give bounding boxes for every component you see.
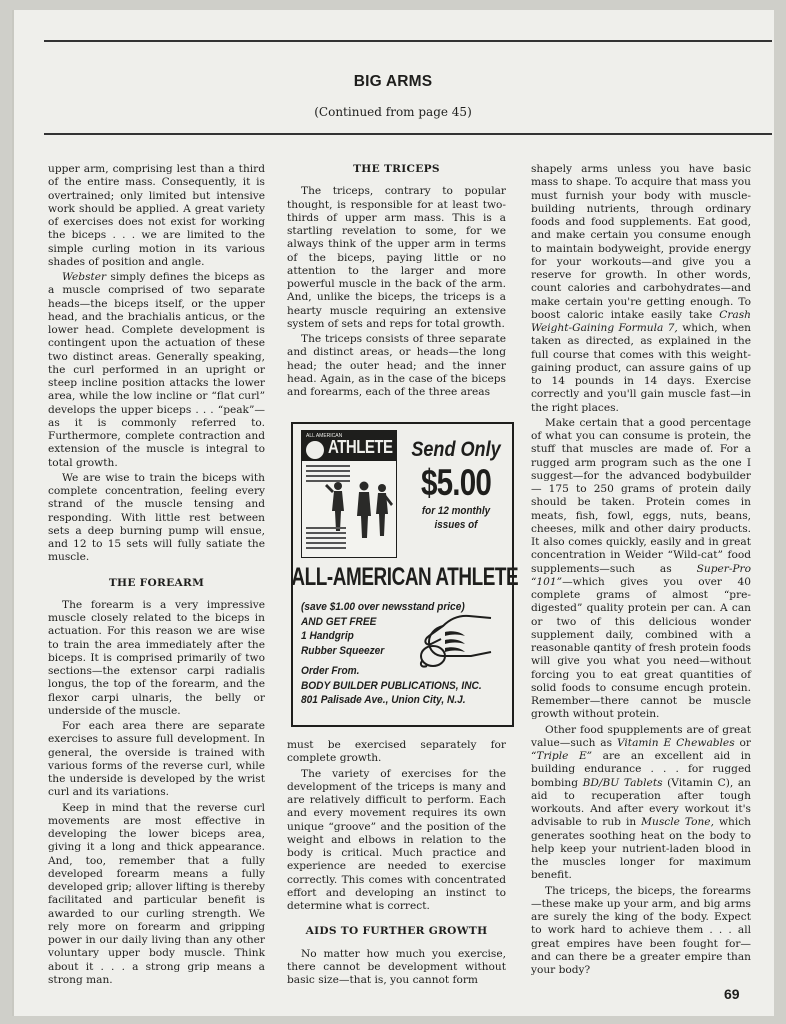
column-2-top — [287, 163, 506, 401]
paragraph-text: simply defines the biceps as a muscle comprised of two separate heads—the biceps itself, or the upper head, and the brachialis anticus, or the lower head. Complete development is contingent upon the actuation of these two distinct areas. Generally speaking, the curl performed in an upright or steep incline position attacks the lower area, while the low incline or “flat curl” develops the upper biceps . . . “peak”—as it is commonly referred to. Furthermore, complete contraction and extension of the muscle is integral to total growth. — [48, 271, 265, 469]
ad-free-line: AND GET FREE — [301, 615, 377, 628]
cover-text-lines-bottom — [306, 527, 346, 552]
cover-masthead — [302, 431, 396, 461]
paragraph-text: Other food spupplements are of great value—such as — [531, 723, 751, 749]
section-heading-aids: AIDS TO FURTHER GROWTH — [305, 925, 488, 938]
paragraph-text: (Vitamin C), an aid to recuperation after tough workouts. And after every workout it's advisable to rub in — [531, 776, 751, 829]
ad-headline-wrap — [273, 564, 536, 594]
column-2-bottom — [287, 739, 506, 989]
subscription-advertisement — [291, 422, 519, 727]
ad-publisher: BODY BUILDER PUBLICATIONS, INC. — [301, 679, 482, 692]
paragraph: The triceps, contrary to popular thought, is responsible for at least two-thirds of upper arm mass. This is a startling revelation to some, for we always think of the upper arm in terms of the biceps, paying little or no attention to the larger and more powerful muscle in the back of the arm. And, unlike the biceps, the triceps is a hearty muscle requiring an extensive system of sets and reps for total growth. — [287, 185, 506, 330]
ad-item-handgrip: 1 Handgrip — [301, 630, 354, 642]
ad-price: $5.00 — [420, 462, 492, 503]
paragraph-text: Make certain that a good percentage of what you can consume is protein, the stuff that muscles are made of. For a rugged arm program such as the one I suggest—for the advanced bodybuilder — 175 to 250 grams of protein daily should be taken. Protein comes in meats, fish, fowl, eggs, nuts, beans, cheeses, milk and other dairy products. It also comes quickly, easily and in great concentration in Weider “Wild-cat” food supplements—such as — [531, 416, 751, 575]
section-heading-triceps: THE TRICEPS — [353, 163, 440, 175]
page-number: 69 — [724, 986, 740, 1002]
cover-title: ATHLETE — [328, 436, 393, 459]
ad-for-line-1: for 12 monthly — [421, 505, 491, 517]
gripping-hand-icon — [409, 612, 493, 670]
paragraph: The variety of exercises for the development of the triceps is many and are relatively difficult to perform. Each and every movement requires its own unique “groove” and the position of the weight and elbows in relation to the body is critical. Much practice and experience are needed to exercise correctly. This comes with concentrated effort and developing an instinct to determine what is correct. — [287, 767, 506, 912]
paragraph-text: which generates soothing heat on the body to help keep your nutrient-laden blood in the muscles longer for maximum benefit. — [531, 816, 751, 882]
product-name: BD/BU Tablets — [582, 776, 663, 789]
paragraph: The triceps consists of three separate and distinct areas, or heads—the long head; the outer head; and the inner head. Again, as in the case of the biceps and forearms, each of the three areas — [287, 333, 506, 398]
product-name: Muscle Tone, — [641, 816, 714, 829]
product-name: Super-Pro “101” — [531, 562, 751, 588]
ad-save-line: (save $1.00 over newsstand price) — [301, 601, 465, 613]
paragraph-text: which, when taken as directed, as explained in the full course that comes with this weight-gaining product, can assure gains of up to 14 pounds in 14 days. Exercise correctly and you'll gain muscle fast—in the right places. — [531, 322, 752, 414]
paragraph: The forearm is a very impressive muscle closely related to the biceps in actuation. For this reason we are wise to train the area immediately after the biceps. It is comprised primarily of two sections—the extensor carpi radialis longus, the top of the forearm, and the flexor carpi ulnaris, the belly or underside of the muscle. — [48, 598, 265, 717]
ad-offer — [401, 438, 511, 532]
paragraph: We are wise to train the biceps with complete concentration, feeling every strand of the muscle tensing and responding. With little rest between sets a deep burning pump will ensue, and 12 to 15 sets will fully satiate the muscle. — [48, 471, 265, 564]
ad-headline: ALL-AMERICAN ATHLETE — [291, 562, 519, 591]
paragraph-text: are an excellent aid in building endurance . . . for rugged bombing — [531, 750, 751, 789]
cover-shield-icon — [306, 441, 324, 459]
ad-send-only: Send Only — [411, 438, 501, 461]
ad-address: 801 Palisade Ave., Union City, N.J. — [301, 694, 466, 706]
paragraph-text: or — [734, 736, 751, 749]
paragraph: For each area there are separate exercises to assure full development. In general, the overside is trained with various forms of the reverse curl, while the underside is developed by the wrist curl and its variations. — [48, 720, 265, 799]
header-rule — [44, 133, 772, 135]
magazine-cover-image — [301, 430, 397, 558]
product-name: “Triple E” — [531, 750, 593, 762]
product-name: Vitamin E Chewables — [616, 736, 735, 749]
paragraph-text: —which gives you over 40 complete grams of almost “pre-digested” quality protein per can. A can or two of this delicious wonder supplement daily, combined with a reasonable qantity of fresh protein foods will give you what you need—without forcing you to eat great quantities of solid foods to consume encugh protein. Remember—there cannot be muscle growth without protein. — [531, 575, 751, 721]
column-3 — [531, 163, 751, 979]
paragraph — [531, 163, 751, 415]
section-heading-forearm: THE FOREARM — [108, 576, 205, 589]
article-title: BIG ARMS — [353, 73, 433, 90]
paragraph: must be exercised separately for complete growth. — [287, 739, 506, 765]
column-1 — [48, 163, 265, 989]
paragraph: The triceps, the biceps, the forearms—these make up your arm, and big arms are surely the king of the body. Expect to work hard to achieve them . . . all great empires have been fought for—and can there be a greater empire than your body? — [531, 884, 751, 976]
paragraph: No matter how much you exercise, there cannot be development without basic size—that is, you cannot form — [287, 947, 506, 986]
paragraph-text: shapely arms unless you have basic mass to shape. To acquire that mass you must furnish your body with muscle-building nutrients, through ordinary foods and food supplements. Eat good, and make certain you consume enough to maintain bodyweight, provide energy for your workouts—and give you a reserve for growth. In other words, count calories and carbohydrates—and make certain you're getting enough. To boost caloric intake easily take — [531, 163, 751, 321]
paragraph — [48, 271, 265, 470]
top-rule — [44, 40, 772, 42]
cover-small-title: ALL AMERICAN — [306, 433, 343, 439]
paragraph: upper arm, comprising lest than a third of the entire mass. Consequently, it is overtrained; only limited but intensive work should be applied. A great variety of exercises does not exist for working the biceps . . . we are limited to the simple curling motion in its various shades of position and angle. — [48, 163, 265, 268]
continued-note: (Continued from page 45) — [314, 105, 472, 119]
ad-for-line-2: issues of — [434, 519, 478, 531]
ad-order-line: Order From. — [301, 665, 360, 677]
ad-item-squeezer: Rubber Squeezer — [301, 644, 385, 657]
product-name: Crash Weight-Gaining Formula 7, — [531, 308, 751, 334]
paragraph — [531, 417, 751, 722]
paragraph: Keep in mind that the reverse curl movements are most effective in developing the lower biceps area, giving it a long and thick appearance. And, too, remember that a fully developed forearm means a fully developed grip; allover lifting is thereby facilitated and particular benefit is awarded to our curling strength. We rely more on forearm and gripping power in our daily living than any other voluntary upper body muscle. Think about it . . . a strong grip means a strong man. — [48, 801, 265, 986]
emphasis: Webster — [62, 271, 107, 283]
paragraph — [531, 724, 751, 883]
